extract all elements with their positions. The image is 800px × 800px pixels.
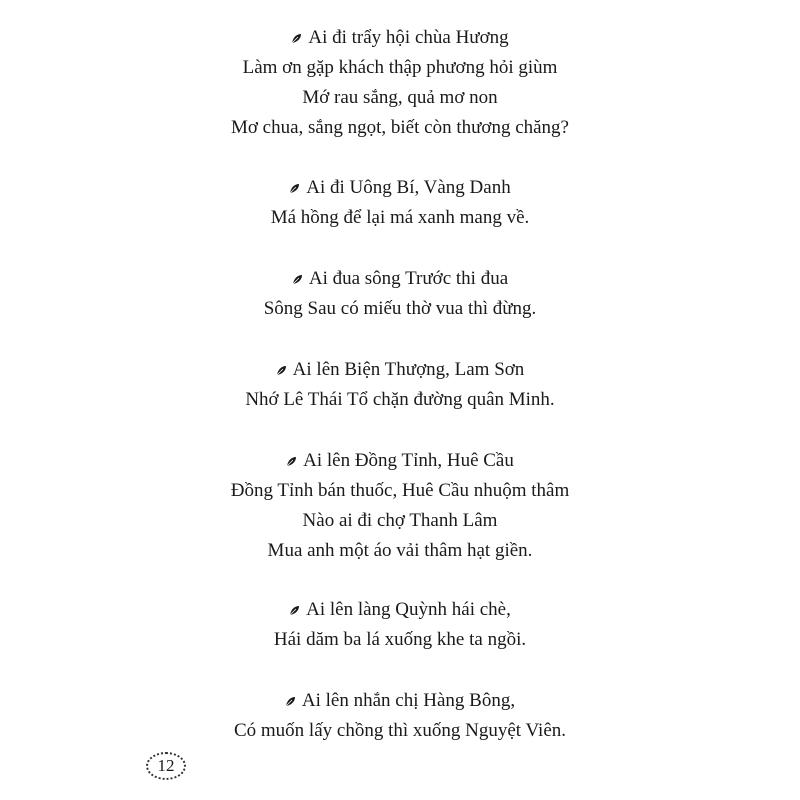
verse-line: Có muốn lấy chồng thì xuống Nguyệt Viên. <box>233 720 567 741</box>
verse-text: Ai lên Đồng Tỉnh, Huê Cầu <box>303 450 514 471</box>
leaf-bullet-icon <box>291 33 302 44</box>
verse-text: Ai lên Biện Thượng, Lam Sơn <box>292 359 525 380</box>
verse-text: Ai đi Uông Bí, Vàng Danh <box>306 177 511 198</box>
stanza <box>0 173 800 233</box>
leaf-bullet-icon <box>286 456 297 467</box>
leaf-bullet-icon <box>289 183 300 194</box>
verse-line: Mớ rau sắng, quả mơ non <box>302 87 498 108</box>
stanza <box>0 686 800 746</box>
verse-line <box>0 595 800 625</box>
leaf-bullet-icon <box>285 696 296 707</box>
verse-line: Nhớ Lê Thái Tổ chặn đường quân Minh. <box>245 389 555 410</box>
stanza <box>0 264 800 324</box>
verse-line <box>0 686 800 716</box>
verse-line: Đồng Tỉnh bán thuốc, Huê Cầu nhuộm thâm <box>230 480 570 501</box>
page-number: 12 <box>146 752 186 780</box>
verse-line: Mơ chua, sắng ngọt, biết còn thương chăng? <box>230 117 569 138</box>
verse-line <box>0 23 800 53</box>
verse-line: Má hồng để lại má xanh mang về. <box>270 207 530 228</box>
verse-line: Sông Sau có miếu thờ vua thì đừng. <box>263 298 537 319</box>
verse-line: Mua anh một áo vải thâm hạt giền. <box>267 540 533 561</box>
verse-line <box>0 355 800 385</box>
stanza <box>0 23 800 143</box>
stanza <box>0 446 800 566</box>
leaf-bullet-icon <box>276 365 287 376</box>
leaf-bullet-icon <box>292 274 303 285</box>
stanza <box>0 595 800 655</box>
verse-line: Hái dăm ba lá xuống khe ta ngồi. <box>273 629 527 650</box>
verse-text: Ai lên nhắn chị Hàng Bông, <box>301 690 516 711</box>
verse-text: Ai đi trẩy hội chùa Hương <box>308 27 509 48</box>
verse-line: Nào ai đi chợ Thanh Lâm <box>302 510 498 531</box>
verse-text: Ai đua sông Trước thi đua <box>308 268 509 289</box>
stanza <box>0 355 800 415</box>
verse-line <box>0 446 800 476</box>
leaf-bullet-icon <box>289 605 300 616</box>
verse-line: Làm ơn gặp khách thập phương hỏi giùm <box>242 57 558 78</box>
verse-line <box>0 264 800 294</box>
verse-text: Ai lên làng Quỳnh hái chè, <box>306 599 511 620</box>
verse-line <box>0 173 800 203</box>
